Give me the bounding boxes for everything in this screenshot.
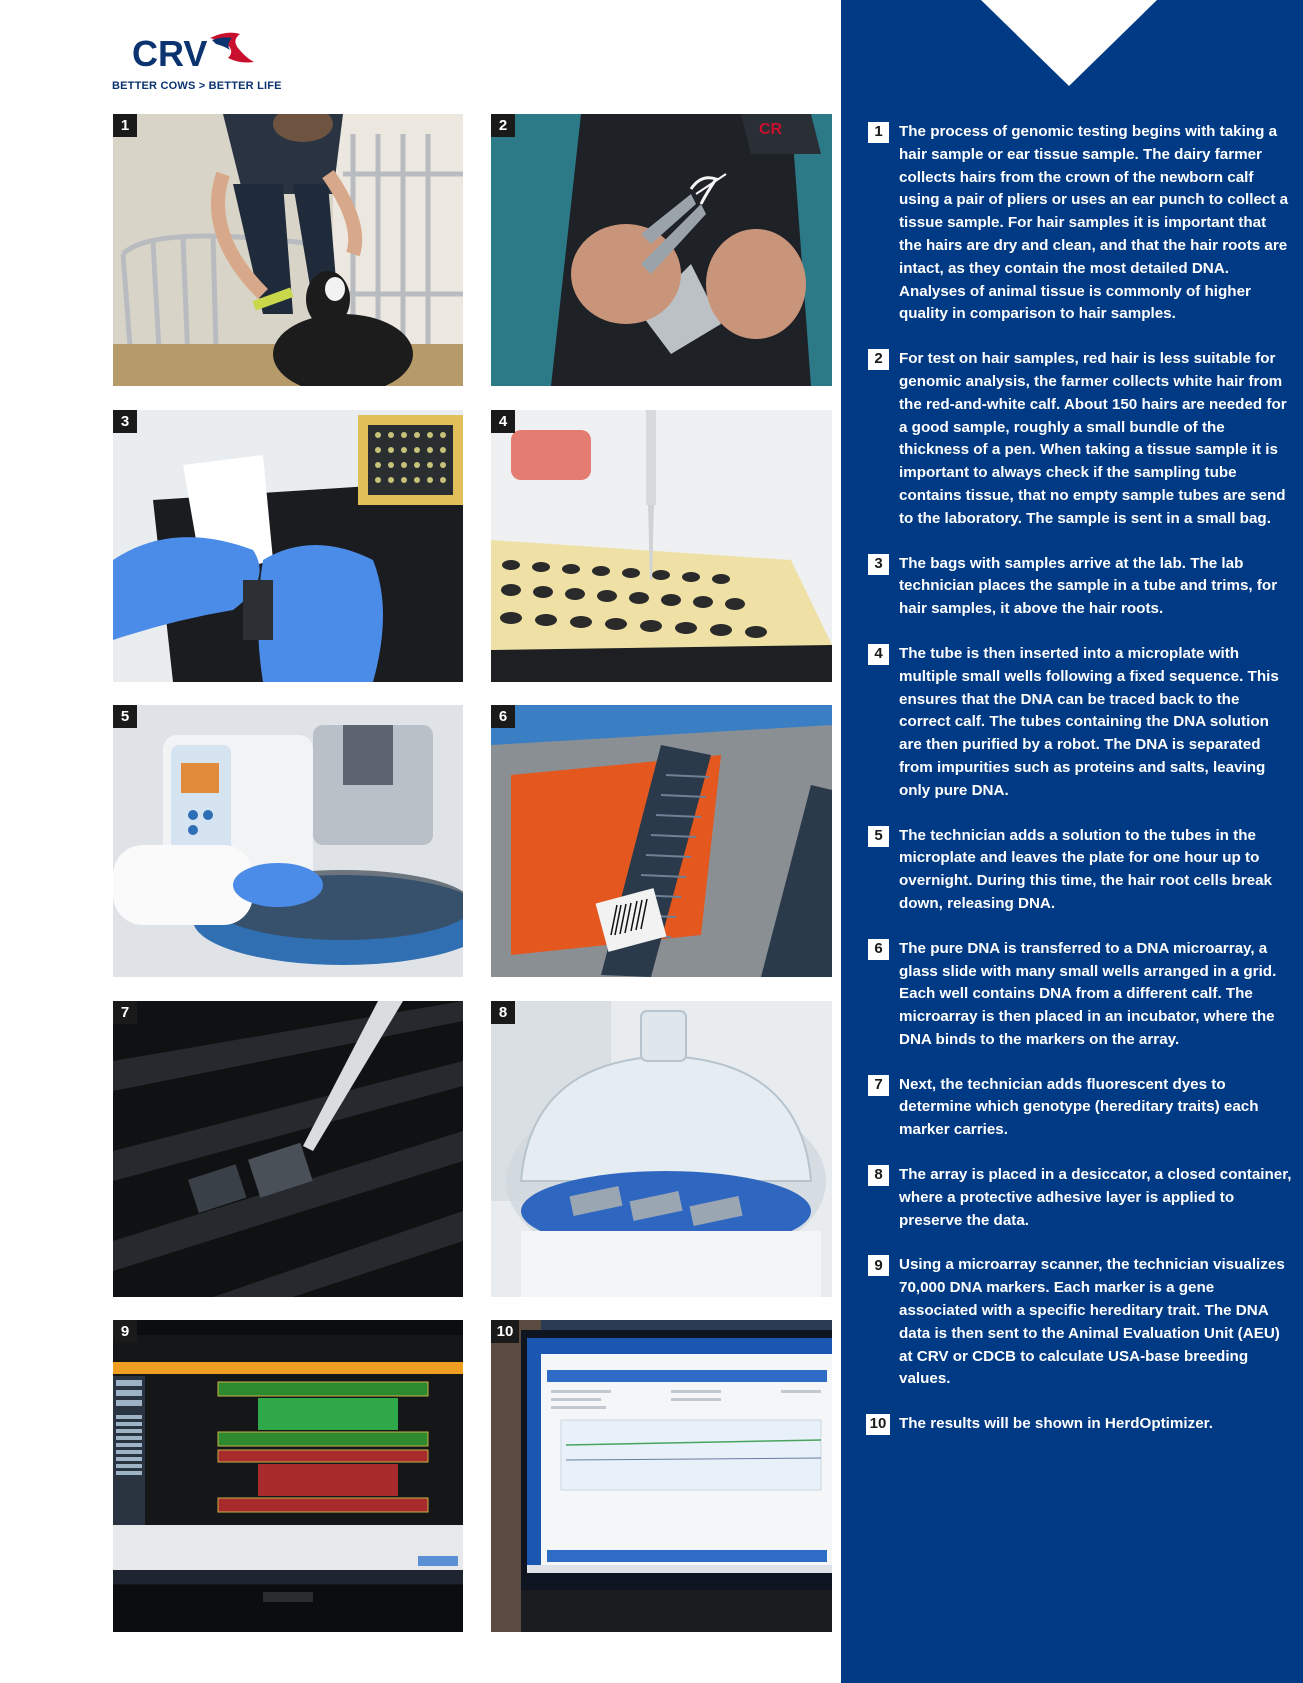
steps-list [868,121,1293,1458]
step-number: 9 [868,1255,889,1276]
photo-8-desiccator [491,1001,832,1297]
step-7 [868,1074,1293,1142]
step-number: 5 [868,826,889,847]
step-number: 4 [868,644,889,665]
crv-logo [112,28,282,98]
svg-text:CR: CR [759,121,783,138]
step-text: The array is placed in a desiccator, a closed container, where a protective adhesive layer is applied to preserve the data. [899,1166,1292,1229]
photo-3-lab-trimming [113,410,463,682]
photo-number-badge: 8 [491,1001,515,1024]
step-text: The tube is then inserted into a microplate with multiple small wells following a fixed sequence. This ensures that the DNA can be traced back to the correct calf. The tubes containing the DNA solution are then purified by a robot. The DNA is separated from impurities such as proteins and salts, leaving only pure DNA. [899,644,1279,799]
photo-number-badge: 9 [113,1320,137,1343]
step-number: 1 [868,122,889,143]
photo-number-badge: 1 [113,114,137,137]
photo-number-badge: 6 [491,705,515,728]
step-text: The technician adds a solution to the tubes in the microplate and leaves the plate for one hour up to overnight. During this time, the hair root cells break down, releasing DNA. [899,826,1273,912]
photo-4-microplate [491,410,832,682]
step-10 [868,1413,1293,1436]
steps-panel [841,0,1303,1683]
photo-number-badge: 7 [113,1001,137,1024]
step-3 [868,553,1293,621]
photo-number-badge: 3 [113,410,137,433]
panel-notch [981,0,1157,86]
step-text: The pure DNA is transferred to a DNA microarray, a glass slide with many small wells arranged in a grid. Each well contains DNA from a different calf. The microarray is then placed in an incubator, where the DNA binds to the markers on the array. [899,939,1277,1048]
photo-number-badge: 5 [113,705,137,728]
step-1 [868,121,1293,326]
svg-text:CRV: CRV [132,33,208,74]
step-number: 3 [868,554,889,575]
photo-2-hair-in-bag [491,114,832,386]
photo-number-badge: 4 [491,410,515,433]
step-8 [868,1164,1293,1232]
step-5 [868,825,1293,916]
photo-number-badge: 10 [491,1320,519,1343]
step-text: The bags with samples arrive at the lab. The lab technician places the sample in a tube and trims, for hair samples, it above the hair roots. [899,554,1278,618]
photo-6-microarray-holders [491,705,832,977]
photo-7-adding-dyes [113,1001,463,1297]
step-number: 6 [868,939,889,960]
photo-number-badge: 2 [491,114,515,137]
step-number: 8 [868,1165,889,1186]
photo-9-scanner-screen [113,1320,463,1632]
brand-tagline: BETTER COWS > BETTER LIFE [112,80,282,92]
photo-1-hair-sampling [113,114,463,386]
photo-10-results-screen [491,1320,832,1632]
step-number: 2 [868,349,889,370]
step-number: 7 [868,1075,889,1096]
step-text: The results will be shown in HerdOptimizer. [899,1415,1213,1433]
step-9 [868,1254,1293,1391]
step-text: The process of genomic testing begins with taking a hair sample or ear tissue sample. The dairy farmer collects hairs from the crown of the newborn calf using a pair of pliers or uses an ear punch to collect a tissue sample. For hair samples it is important that the hairs are dry and clean, and that the hair roots are intact, as they contain the most detailed DNA. Analyses of animal tissue is commonly of higher quality in comparison to hair samples. [899,123,1289,323]
step-text: For test on hair samples, red hair is less suitable for genomic analysis, the farmer collects white hair from the red-and-white calf. About 150 hairs are needed for a good sample, roughly a small bundle of the thickness of a pen. When taking a tissue sample it is important to always check if the sampling tube contains tissue, that no empty sample tubes are send to the laboratory. The sample is sent in a small bag. [899,350,1287,527]
step-6 [868,938,1293,1052]
step-number: 10 [866,1414,890,1435]
crv-logo-mark [132,28,262,76]
step-text: Using a microarray scanner, the technician visualizes 70,000 DNA markers. Each marker is a gene associated with a specific hereditary trait. The DNA data is then sent to the Animal Evaluation Unit (AEU) at CRV or CDCB to calculate USA-base breeding values. [899,1256,1285,1388]
photo-5-lab-robot [113,705,463,977]
step-4 [868,643,1293,803]
step-2 [868,348,1293,530]
step-text: Next, the technician adds fluorescent dyes to determine which genotype (hereditary traits) each marker carries. [899,1075,1259,1139]
